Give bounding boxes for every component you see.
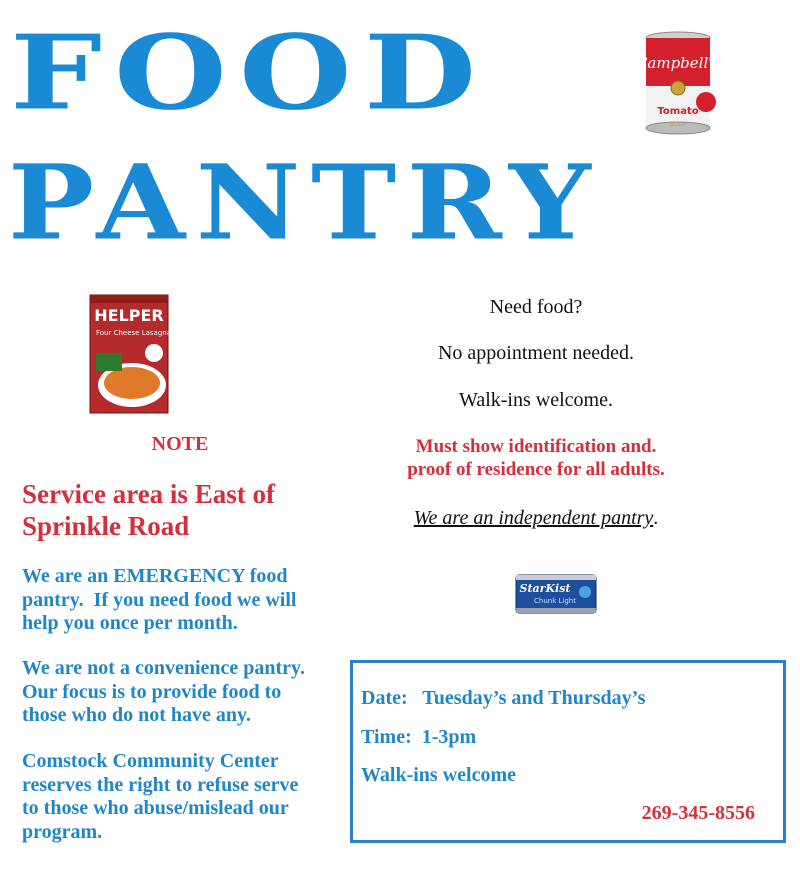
no-appointment-text: No appointment needed. xyxy=(437,342,635,364)
rights-line-3: to those who abuse/mislead our xyxy=(22,797,289,819)
schedule-date: Date: Tuesday’s and Thursday’s xyxy=(361,687,646,709)
helper-brand-text: HELPER xyxy=(94,306,164,325)
soup-type-text: SOUP xyxy=(669,121,687,128)
title-food: FOOD xyxy=(10,13,489,134)
convenience-line-2: Our focus is to provide food to xyxy=(22,680,282,703)
rights-line-1: Comstock Community Center xyxy=(22,750,279,772)
requirement-line-1: Must show identification and. xyxy=(415,436,657,457)
helper-box-image xyxy=(88,293,172,415)
emergency-line-3: help you once per month. xyxy=(22,612,238,634)
helper-product-text: Four Cheese Lasagna xyxy=(96,329,172,337)
independent-pantry-line xyxy=(386,507,686,530)
rights-line-2: reserves the right to refuse serve xyxy=(22,773,299,796)
rights-line-4: program. xyxy=(22,820,103,843)
convenience-line-3: those who do not have any. xyxy=(22,704,251,726)
convenience-paragraph xyxy=(22,657,305,728)
service-area-line-2: Sprinkle Road xyxy=(22,511,190,541)
emergency-line-2: pantry. If you need food we will xyxy=(22,588,297,611)
emergency-line-1: We are an EMERGENCY food xyxy=(22,565,288,587)
independent-pantry-text: We are an independent pantry xyxy=(413,507,654,529)
service-area-line-1: Service area is East of xyxy=(22,479,275,509)
soup-can-image xyxy=(640,30,716,140)
service-area xyxy=(22,478,275,542)
note-heading: NOTE xyxy=(151,433,209,455)
convenience-line-1: We are not a convenience pantry. xyxy=(22,657,305,679)
rights-paragraph xyxy=(22,750,298,844)
schedule-box xyxy=(350,660,786,843)
soup-flavor-text: Tomato xyxy=(657,106,699,117)
schedule-time: Time: 1-3pm xyxy=(361,726,477,748)
tuna-can-image xyxy=(515,572,597,616)
emergency-paragraph xyxy=(22,565,296,636)
schedule-walk-ins: Walk-ins welcome xyxy=(361,764,516,786)
requirement-line-2: proof of residence for all adults. xyxy=(407,459,665,480)
tuna-brand-text: StarKist xyxy=(519,582,571,595)
title-pantry: PANTRY xyxy=(8,143,602,264)
independent-pantry-period: . xyxy=(653,507,659,529)
walk-ins-text: Walk-ins welcome. xyxy=(459,389,613,411)
need-food-text: Need food? xyxy=(489,296,583,318)
soup-brand-text: Campbell's xyxy=(640,54,716,72)
phone-number: 269-345-8556 xyxy=(641,802,755,824)
tuna-product-text: Chunk Light xyxy=(534,597,576,605)
